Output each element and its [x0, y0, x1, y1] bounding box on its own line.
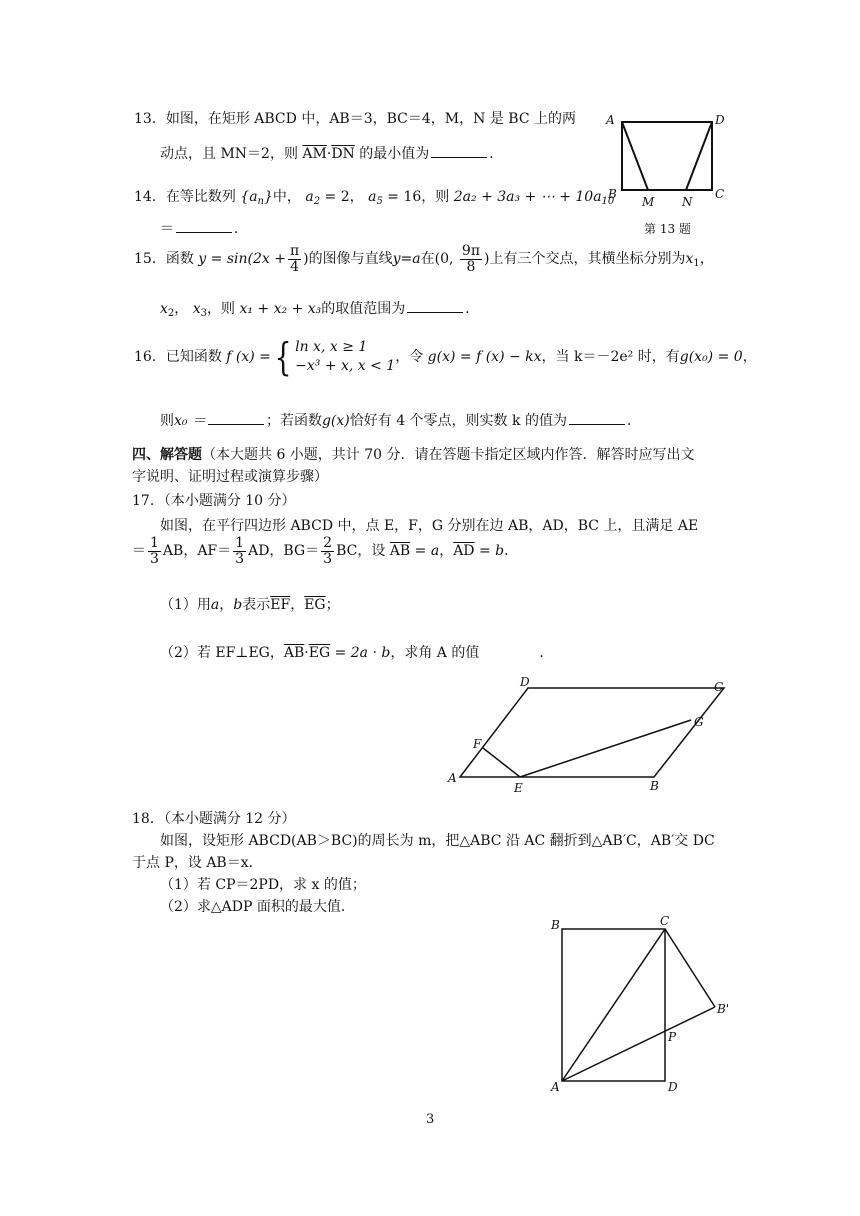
dot-operator: · — [304, 645, 309, 661]
vector-a: a — [210, 597, 220, 613]
fraction-1-3 — [233, 536, 246, 566]
sum-expression: 2a₂ + 3a₃ + ⋯ + 10a — [453, 189, 602, 205]
q13-figure — [600, 108, 740, 208]
q15-line1 — [134, 244, 714, 274]
line-a: a — [412, 251, 421, 268]
q14-text-b: 中， — [272, 189, 301, 205]
seq-sub: n — [257, 196, 264, 207]
section-desc-1: （本大题共 6 小题，共计 70 分．请在答题卡指定区域内作答．解答时应写出文 — [202, 447, 695, 463]
q16-line1 — [134, 335, 757, 379]
parallelogram-abcd — [460, 688, 724, 777]
a2-symbol: a — [305, 189, 314, 205]
label-b: B — [551, 918, 560, 932]
q14-line2 — [160, 218, 248, 238]
q17-line1: 如图，在平行四边形 ABCD 中，点 E，F，G 分别在边 AB，AD，BC 上，且满足 AE — [160, 518, 699, 534]
segment-ab-prime — [562, 1007, 715, 1081]
section-title: 四、解答题 — [132, 447, 202, 463]
q14-text-a: 在等比数列 — [165, 189, 236, 205]
vector-b: b — [233, 597, 243, 613]
label-a: A — [448, 771, 457, 785]
q18-figure — [545, 915, 745, 1095]
period: ． — [539, 645, 554, 661]
vector-eg: $\overline{EG}$ — [304, 597, 326, 613]
g-x0: g(x₀) = 0 — [679, 349, 743, 365]
seq-end: } — [264, 189, 273, 205]
q17-figure — [444, 676, 744, 796]
function-g: g(x) = f (x) − kx — [427, 349, 542, 365]
func-end: ) — [303, 251, 309, 268]
equals: ＝ — [132, 543, 146, 560]
part-1-label: （1）用 — [160, 597, 211, 613]
label-e: E — [514, 781, 523, 795]
segment-eg — [520, 720, 691, 777]
q16-text-e: 则 — [160, 413, 174, 429]
label-c: C — [715, 187, 725, 201]
eq-a: = a — [410, 543, 440, 560]
vector-ef: $\overline{EF}$ — [270, 597, 291, 613]
vector-ad: $\overline{AD}$ — [453, 543, 475, 560]
brace-icon: { — [274, 335, 292, 379]
answer-blank — [407, 300, 463, 313]
a5-symbol: a — [368, 189, 377, 205]
label-c: C — [660, 915, 670, 928]
q18-line1: 如图，设矩形 ABCD(AB＞BC)的周长为 m，把△ABC 沿 AC 翻折到△AB′C，AB′交 DC — [160, 833, 715, 849]
q17-text-t4: ， — [439, 543, 454, 560]
q18-part2: （2）求△ADP 面积的最大值． — [160, 899, 355, 915]
q16-line2 — [160, 410, 641, 430]
sep: ， — [219, 597, 234, 613]
vector-eg: $\overline{EG}$ — [308, 645, 331, 661]
section-4-line1 — [132, 444, 695, 464]
semicolon: ； — [325, 597, 340, 613]
label-p: P — [668, 1030, 677, 1044]
a2-sub: 2 — [313, 196, 321, 207]
q17-part1 — [160, 594, 340, 614]
q18-line2: 于点 P，设 AB＝x． — [132, 855, 263, 871]
answer-blank — [208, 412, 264, 425]
x1: x — [685, 251, 694, 268]
label-g: G — [694, 715, 704, 729]
vector-ab: $\overline{AB}$ — [283, 645, 305, 661]
q15-number: 15． — [134, 251, 166, 268]
q15-text-g: 的取值范围为 — [321, 301, 406, 317]
line-eq: = — [400, 251, 413, 268]
fraction-pi-over-4 — [288, 244, 301, 274]
q18-part1: （1）若 CP＝2PD，求 x 的值； — [160, 877, 366, 893]
dot-operator: · — [326, 146, 332, 162]
q13-text-b: 的最小值为 — [359, 146, 430, 162]
q17-line2 — [132, 536, 518, 566]
label-b: B — [650, 779, 659, 793]
answer-blank — [569, 412, 625, 425]
frac-den: 4 — [290, 258, 300, 275]
frac-num: 2 — [323, 535, 333, 551]
q17-header: 17．（本小题满分 10 分） — [132, 493, 296, 509]
label-d: D — [668, 1080, 678, 1094]
p2-text: ，求角 A 的值 — [390, 645, 480, 661]
p1-text: 表示 — [242, 597, 271, 613]
a5-sub: 5 — [376, 196, 383, 207]
label-a: A — [551, 1080, 560, 1094]
frac2-den: 8 — [466, 258, 476, 275]
q14-line1: 14．在等比数列 $\{a_n\}$中， $a_2 = 2$， $a_5 = 16$，则 2a₂ + 3a₃ + ⋯ + $10a_{10}$ — [134, 189, 615, 207]
period: ． — [489, 146, 504, 162]
expr-sub: 10 — [601, 196, 615, 207]
part-2-label: （2）若 EF⊥EG， — [160, 645, 284, 661]
sum-x: x₁ + x₂ + x₃ — [239, 301, 322, 317]
answer-blank — [431, 145, 487, 158]
q15-text-e: ， — [699, 251, 714, 268]
q17-text-t1: AB，AF＝ — [162, 543, 232, 560]
q16-text-f: ；若函数 — [265, 413, 322, 429]
equals: ＝ — [160, 221, 174, 237]
page-number: 3 — [426, 1112, 435, 1127]
frac-den: 3 — [235, 550, 245, 567]
q13-line1 — [134, 108, 576, 128]
frac-num: π — [289, 243, 300, 259]
period: ． — [465, 301, 480, 317]
case-1: ln x, x ≥ 1 — [295, 339, 368, 356]
a2-value: = 2 — [320, 189, 350, 205]
label-b-prime: B' — [717, 1002, 730, 1016]
x2-sub: 2 — [167, 308, 175, 319]
label-n: N — [682, 195, 693, 208]
x3-sub: 3 — [200, 308, 208, 319]
line-y: y — [392, 251, 401, 268]
sep: ， — [290, 597, 305, 613]
fraction-1-3 — [148, 536, 161, 566]
q15-text-c: 在(0, — [420, 251, 454, 268]
q16-text-c: ，当 k＝－2e² 时，有 — [541, 349, 680, 365]
label-a: A — [606, 113, 615, 127]
frac2-num: 9π — [461, 243, 481, 259]
frac-den: 3 — [323, 550, 333, 567]
piecewise-cases — [295, 338, 395, 376]
q16-text-g: 恰好有 4 个零点，则实数 k 的值为 — [349, 413, 567, 429]
sequence — [240, 189, 273, 205]
x1-sub: 1 — [693, 258, 700, 270]
q15-text-a: 函数 — [165, 251, 194, 268]
frac-num: 1 — [150, 535, 159, 551]
segment-cb-prime — [665, 929, 715, 1007]
label-d: D — [715, 113, 725, 127]
eq-2ab: = 2a · b — [330, 645, 391, 661]
vector-am: $\overline{AM}$ — [302, 146, 327, 162]
seq-symbol: {a — [240, 189, 258, 205]
g-x: g(x) — [321, 413, 350, 429]
q17-text-t3: BC，设 — [336, 543, 386, 560]
q15-text-b: 的图像与直线 — [308, 251, 393, 268]
segment-fe — [483, 748, 520, 777]
case-2: −x³ + x, x < 1 — [295, 358, 396, 374]
a5-value: = 16 — [382, 189, 422, 205]
q16-text-d: ， — [742, 349, 757, 365]
label-f: F — [473, 737, 482, 751]
function-expr: y = sin(2x + — [198, 251, 286, 268]
x2: x — [160, 301, 168, 317]
q13-text-a: 动点，且 MN＝2，则 — [160, 146, 298, 162]
segment-am — [622, 122, 648, 190]
q15-text-d: )上有三个交点，其横坐标分别为 — [484, 251, 686, 268]
q17-text-t5: ． — [504, 543, 519, 560]
eq-b: = b — [474, 543, 505, 560]
q13-number: 13． — [134, 111, 166, 127]
frac-num: 1 — [235, 535, 245, 551]
q13-figure-caption: 第 13 题 — [644, 222, 691, 236]
label-c: C — [714, 680, 724, 694]
section-4-line2: 字说明、证明过程或演算步骤） — [132, 469, 328, 485]
q14-number: 14． — [134, 189, 166, 205]
q16-text-b: ，令 — [395, 349, 424, 365]
q15-text-f: ，则 — [207, 301, 236, 317]
label-d: D — [520, 676, 530, 689]
function-f: f (x) = — [226, 349, 271, 365]
frac-den: 3 — [150, 550, 159, 567]
vector-dn: $\overline{DN}$ — [331, 146, 355, 162]
label-b: B — [608, 187, 617, 201]
segment-dn — [686, 122, 712, 190]
fraction-2-3 — [321, 536, 334, 566]
period: ． — [234, 221, 248, 237]
q13-line2 — [160, 143, 503, 163]
fraction-9pi-over-8 — [460, 244, 482, 274]
q15-line2: $x_2$， $x_3$，则 x₁ + x₂ + x₃的取值范围为 ． — [160, 301, 480, 319]
q16-text-a: 已知函数 — [165, 349, 222, 365]
diagonal-ac — [562, 929, 665, 1081]
x0: x₀ ＝ — [174, 413, 206, 429]
answer-blank — [176, 220, 232, 233]
vector-ab: $\overline{AB}$ — [389, 543, 411, 560]
label-m: M — [642, 195, 655, 208]
period: ． — [626, 413, 641, 429]
q17-text-t2: AD，BG＝ — [248, 543, 320, 560]
q16-number: 16． — [134, 349, 166, 365]
x3: x — [192, 301, 201, 317]
q17-part2 — [160, 642, 553, 662]
q13-text-line1: 如图，在矩形 ABCD 中，AB＝3，BC＝4，M，N 是 BC 上的两 — [165, 111, 576, 127]
q14-text-c: ，则 — [421, 189, 450, 205]
q18-header: 18．（本小题满分 12 分） — [132, 811, 296, 827]
